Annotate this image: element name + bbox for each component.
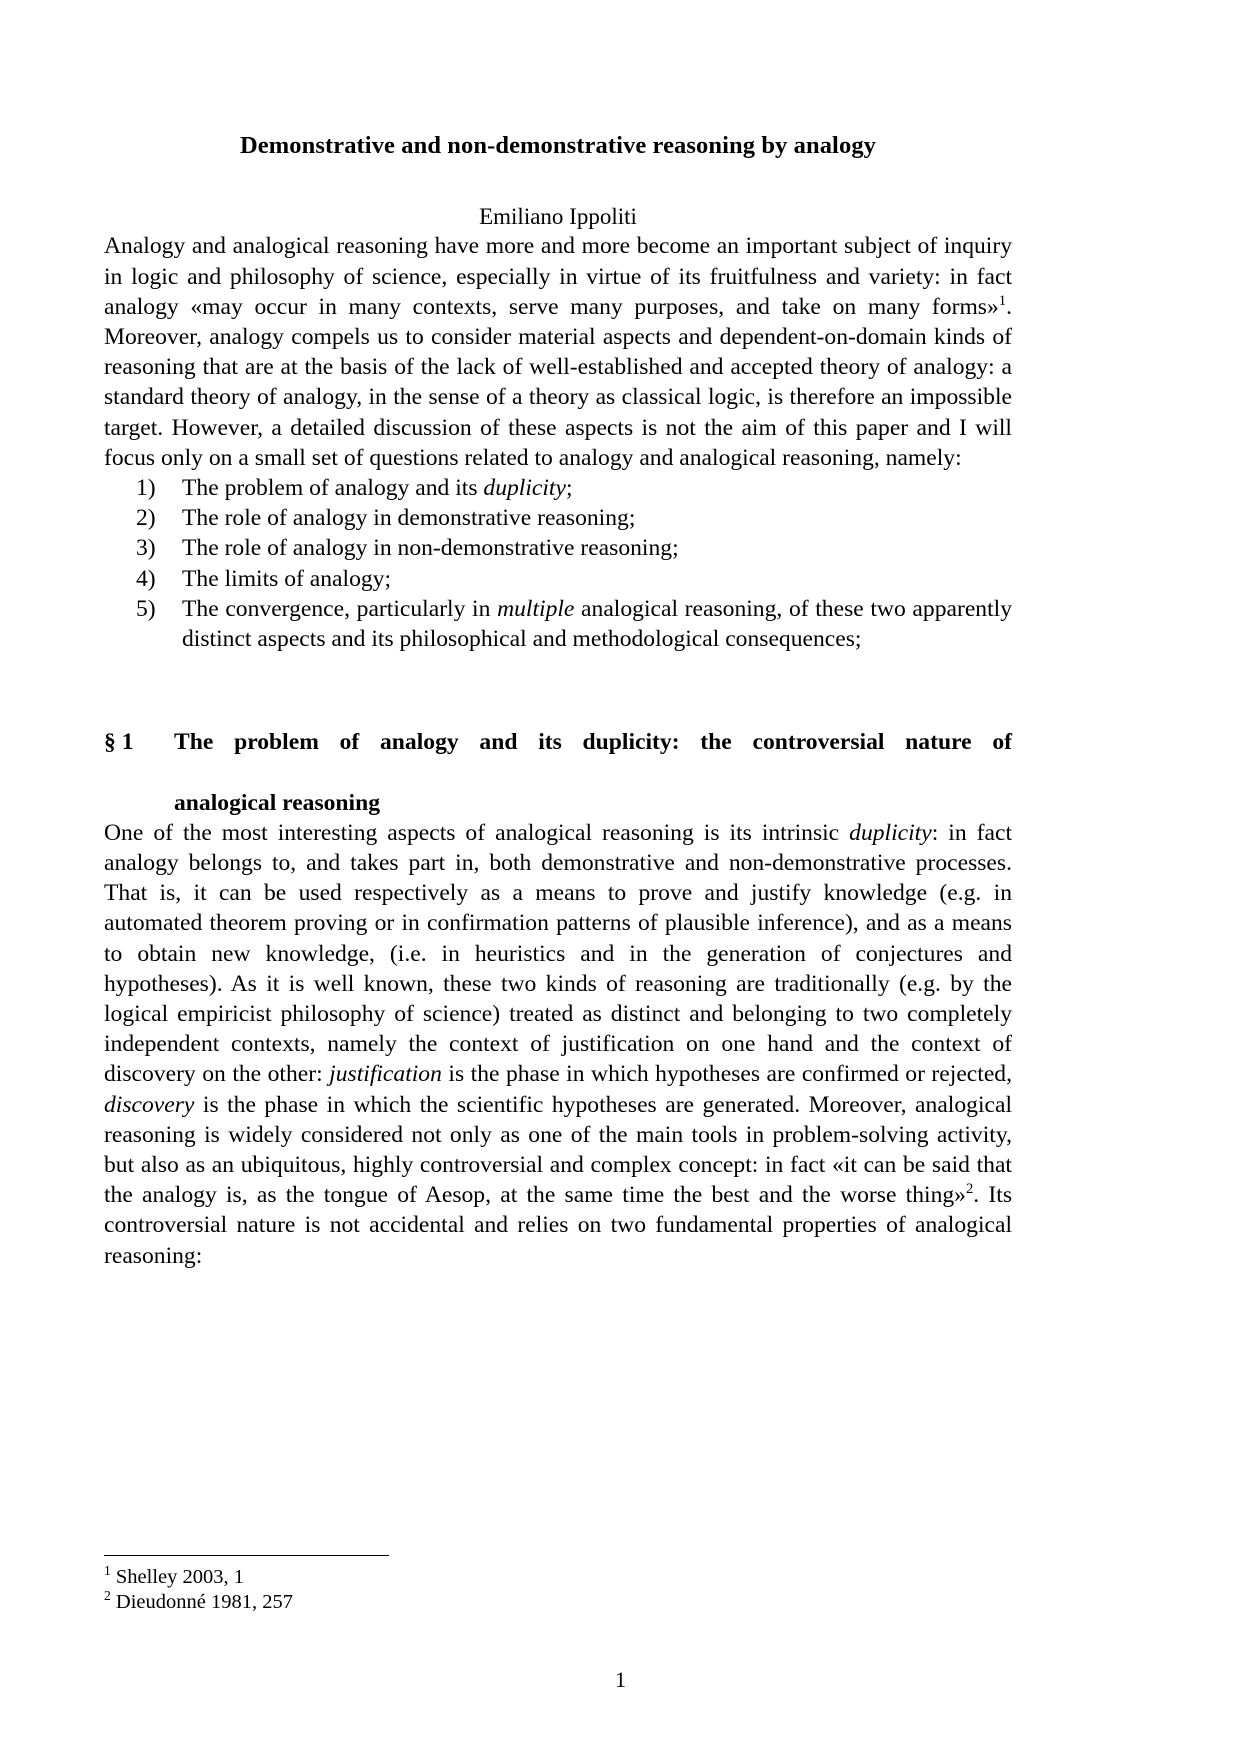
footnote-marker: 1 bbox=[104, 1563, 111, 1579]
s1-text-3: is the phase in which hypotheses are confirmed or rejected, bbox=[441, 1061, 1012, 1088]
s1-text-5: . Its controversial nature is not accidental and relies on two fundamental properties of analogical reasoning: bbox=[104, 1182, 1013, 1269]
intro-paragraph bbox=[104, 231, 1012, 473]
s1-text-2: : in fact analogy belongs to, and takes part in, both demonstrative and non-demonstrative processes. That is, it can be used respectively as a means to prove and justify knowledge (e.g. in automated theorem proving or in confirmation patterns of plausible inference), and as a means to obtain new knowledge, (i.e. in heuristics and in the generation of conjectures and hypotheses). As it is well known, these two kinds of reasoning are traditionally (e.g. by the logical empiricist philosophy of science) treated as distinct and belonging to two completely independent contexts, namely the context of justification on one hand and the context of discovery on the other: bbox=[104, 819, 1012, 1088]
list-item-marker: 1) bbox=[136, 475, 156, 501]
footnotes-area bbox=[104, 1555, 1012, 1615]
section-heading-1 bbox=[104, 727, 1012, 818]
footnote-ref-1[interactable]: 1 bbox=[998, 292, 1007, 309]
list-item bbox=[136, 564, 1012, 594]
footnote-marker: 2 bbox=[104, 1588, 111, 1604]
s1-text-4: is the phase in which the scientific hypotheses are generated. Moreover, analogical reasoning is widely considered not only as one of the main tools in problem-solving activity, but also as an ubiquitous, highly controversial and complex concept: in fact «it can be said that the analogy is, as the tongue of Aesop, at the same time the best and the worse thing» bbox=[104, 1091, 1012, 1209]
section1-paragraph bbox=[104, 818, 1012, 1271]
list-item-text bbox=[182, 473, 1012, 503]
section-number: § 1 bbox=[104, 729, 134, 756]
list-item-text bbox=[182, 594, 1012, 654]
page-title: Demonstrative and non-demonstrative reasoning by analogy bbox=[239, 132, 877, 159]
section-title bbox=[174, 727, 1012, 818]
list-item-marker: 4) bbox=[136, 565, 156, 592]
footnote-ref-2[interactable]: 2 bbox=[965, 1181, 974, 1198]
list-item bbox=[136, 594, 1012, 654]
list-item-text-post: ; bbox=[565, 475, 573, 501]
list-item-text-post: analogical reasoning, of these two apparently distinct aspects and its philosophical and methodological consequences; bbox=[182, 595, 1012, 653]
intro-text-part1: Analogy and analogical reasoning have more and more become an important subject of inquiry in logic and philosophy of science, especially in virtue of its fruitfulness and variety: in fact analogy «may occur in many contexts, serve many purposes, and take on many forms» bbox=[104, 233, 1012, 320]
list-item-text-pre: The problem of analogy and its bbox=[182, 475, 484, 501]
list-item-text bbox=[182, 533, 1012, 563]
list-item-text-pre: The convergence, particularly in bbox=[182, 595, 498, 622]
s1-emphasis-duplicity: duplicity bbox=[849, 819, 932, 846]
list-item-text-pre: The limits of analogy; bbox=[182, 565, 392, 592]
footnote-text: Dieudonné 1981, 257 bbox=[115, 1591, 293, 1613]
list-item-text-pre: The role of analogy in demonstrative reasoning; bbox=[182, 505, 636, 532]
list-item-marker: 5) bbox=[136, 595, 156, 622]
author-line: Emiliano Ippoliti bbox=[479, 203, 637, 229]
s1-text-1: One of the most interesting aspects of analogical reasoning is its intrinsic bbox=[104, 819, 850, 846]
list-item bbox=[136, 533, 1012, 563]
list-item bbox=[136, 503, 1012, 533]
list-item-emphasis: multiple bbox=[497, 595, 575, 622]
list-item bbox=[136, 473, 1012, 503]
footnote-text: Shelley 2003, 1 bbox=[115, 1566, 245, 1588]
intro-text-part2: . Moreover, analogy compels us to consider material aspects and dependent-on-domain kinds of reasoning that are at the basis of the lack of well-established and accepted theory of analogy: a standard theory of analogy, in the sense of a theory as classical logic, is therefore an impossible target. However, a detailed discussion of these aspects is not the aim of this paper and I will focus only on a small set of questions related to analogy and analogical reasoning, namely: bbox=[104, 293, 1012, 471]
footnote-separator-rule bbox=[104, 1555, 389, 1556]
list-item-text bbox=[182, 564, 1012, 594]
list-item-marker: 3) bbox=[136, 535, 156, 562]
questions-list bbox=[104, 473, 1012, 654]
list-item-marker: 2) bbox=[136, 505, 156, 532]
section-title-line-2: analogical reasoning bbox=[174, 789, 381, 816]
list-item-text bbox=[182, 503, 1012, 533]
list-item-text-pre: The role of analogy in non-demonstrative reasoning; bbox=[182, 535, 679, 562]
footnote-item bbox=[104, 1565, 1012, 1590]
s1-emphasis-justification: justification bbox=[329, 1061, 442, 1088]
section-title-line-1: The problem of analogy and its duplicity: the controversial nature of bbox=[174, 729, 1012, 756]
s1-emphasis-discovery: discovery bbox=[104, 1091, 195, 1118]
page-number: 1 bbox=[615, 1667, 626, 1692]
page-content bbox=[104, 0, 1012, 1271]
list-item-emphasis: duplicity bbox=[483, 475, 566, 501]
footnote-item bbox=[104, 1590, 1012, 1615]
